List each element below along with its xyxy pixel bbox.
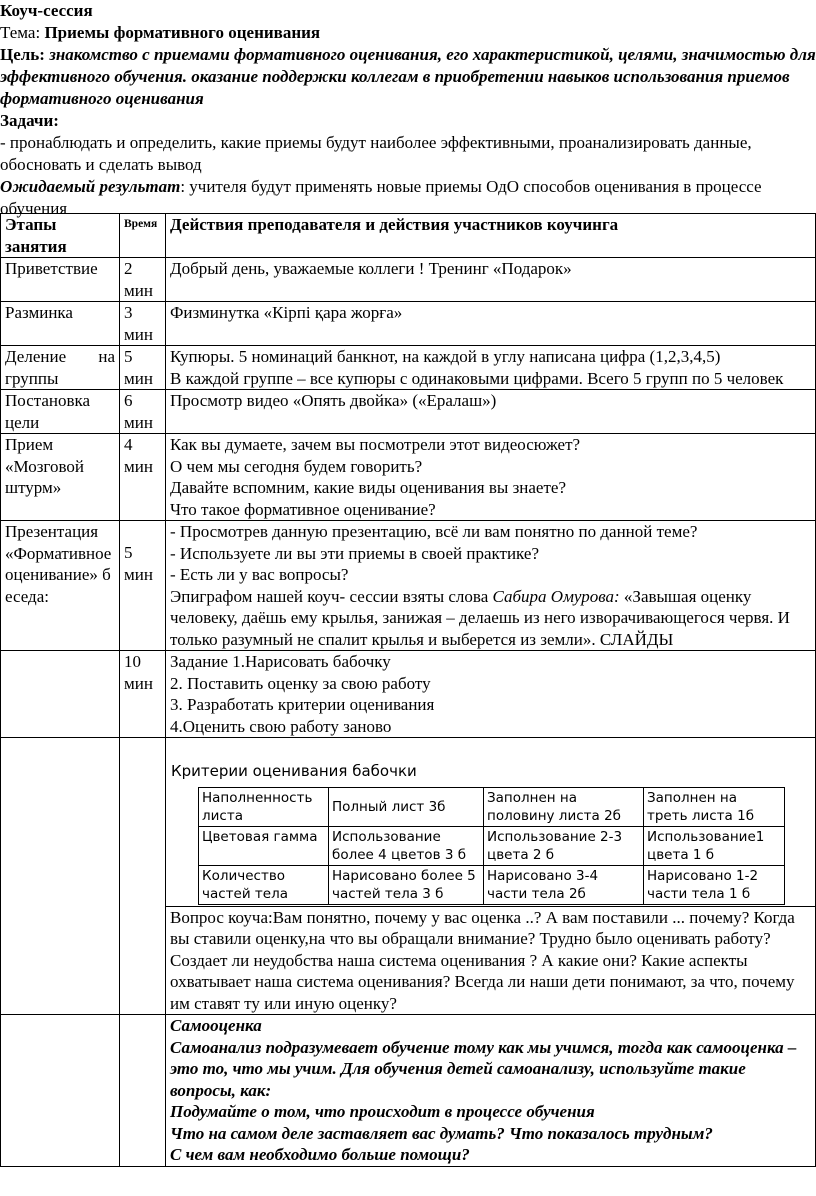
table-row [1,906,816,1015]
table-row [1,258,816,302]
row-actions: Как вы думаете, зачем вы посмотрели этот видеосюжет? О чем мы сегодня будем говорить? Давайте вспомним, какие виды оценивания вы знаете? Что такое формативное оценивание? [166,434,816,521]
row-time: 6 мин [120,390,166,434]
row-stage [1,651,120,738]
row-time: 2 мин [120,258,166,302]
coach-question: Вопрос коуча:Вам понятно, почему у вас оценка ..? А вам поставили ... почему? Когда вы ставили оценку,на что вы обращали внимание? Трудно было оценивать работу? Создает ли неудобства наша система оценивания ? А какие они? Какие аспекты охватывает наша система оценивания? Всегда ли наши дети понимают, за что, почему им ставят ту или иную оценку? [166,906,816,1015]
criteria-cell [166,738,816,907]
criteria-title: Критерии оценивания бабочки [171,762,417,780]
self-assessment: Самооценка Самоанализ подразумевает обучение тому как мы учимся, тогда как самооценка – это то, что мы учим. Для обучения детей самоанализу, используйте такие вопросы, как: Подумайте о том, что происходит в процессе обучения Что на самом деле заставляет вас думать? Что показалось трудным? С чем вам необходимо больше помощи? [166,1015,816,1167]
row-actions: - Просмотрев данную презентацию, всё ли вам понятно по данной теме? - Используете ли вы эти приемы в своей практике? - Есть ли у вас вопросы? Эпиграфом нашей коуч- сессии взяты слова Сабира Омурова: «Завышая оценку человеку, даёшь ему крылья, занижая – делаешь из него изворачивающегося червя. И только разумный не спалит крылья и выберется из земли». СЛАЙДЫ [166,521,816,651]
row-actions: Просмотр видео «Опять двойка» («Ералаш») [166,390,816,434]
doc-title: Коуч-сессия [0,1,93,20]
goal-value: знакомство с приемами формативного оценивания, его характеристикой, целями, значимостью для эффективного обучения. оказание поддержки коллегам в приобретении навыков использования приемов формативного оценивания [0,45,816,108]
row-actions: Задание 1.Нарисовать бабочку 2. Поставить оценку за свою работу 3. Разработать критерии оценивания 4.Оценить свою работу заново [166,651,816,738]
criteria-row [1,738,816,907]
lesson-table [0,213,816,1167]
row-actions: Добрый день, уважаемые коллеги ! Тренинг «Подарок» [166,258,816,302]
header-actions: Действия преподавателя и действия участников коучинга [166,214,816,258]
table-row [1,521,816,651]
row-stage: Постановка цели [1,390,120,434]
self-assessment-title: Самооценка [170,1016,262,1035]
result-line: Ожидаемый результат: учителя будут применять новые приемы ОдО способов оценивания в процессе обучения [0,177,762,218]
epigraph: Эпиграфом нашей коуч- сессии взяты слова Сабира Омурова: «Завышая оценку человеку, даёшь ему крылья, занижая – делаешь из него изворачивающегося червя. И только разумный не спалит крылья и выберется из земли». СЛАЙДЫ [170,586,790,649]
topic-line: Тема: Приемы формативного оценивания [0,23,321,42]
tasks-value: - пронаблюдать и определить, какие приемы будут наиболее эффективными, проанализировать данные, обосновать и сделать вывод [0,133,752,174]
table-header-row [1,214,816,258]
table-row [1,1015,816,1167]
row-stage: Прием «Мозговой штурм» [1,434,120,521]
row-time: 10 мин [120,651,166,738]
criteria-table-row: Количество частей тела Нарисовано более 5 частей тела 3 б Нарисовано 3-4 части тела 2б Нарисовано 1-2 части тела 1 б [199,865,785,904]
criteria-table-row: Цветовая гамма Использование более 4 цветов 3 б Использование 2-3 цвета 2 б Использование1 цвета 1 б [199,826,785,865]
goal-line: Цель: знакомство с приемами формативного оценивания, его характеристикой, целями, значимостью для эффективного обучения. оказание поддержки коллегам в приобретении навыков использования приемов формативного оценивания [0,45,816,108]
table-row [1,302,816,346]
row-time: 5 мин [120,346,166,390]
topic-value: Приемы формативного оценивания [44,23,321,42]
criteria-table-row: Наполненность листа Полный лист 3б Заполнен на половину листа 2б Заполнен на треть листа 1б [199,787,785,826]
table-row [1,434,816,521]
header-stage: Этапы занятия [1,214,120,258]
row-actions: Физминутка «Кірпі қара жорға» [166,302,816,346]
header-time: Время [120,214,166,258]
row-time: 3 мин [120,302,166,346]
row-stage: Приветствие [1,258,120,302]
row-stage: Деление на группы [1,346,120,390]
row-stage: Разминка [1,302,120,346]
row-stage: Презентация «Формативное оценивание» беседа: [1,521,120,651]
table-row [1,346,816,390]
row-time: 4 мин [120,434,166,521]
row-actions: Купюры. 5 номинаций банкнот, на каждой в углу написана цифра (1,2,3,4,5) В каждой группе – все купюры с одинаковыми цифрами. Всего 5 групп по 5 человек [166,346,816,390]
document-header [0,0,816,220]
table-row [1,651,816,738]
row-time: 5 мин [120,521,166,651]
tasks-label: Задачи: [0,111,59,130]
criteria-table [198,787,785,905]
table-row [1,390,816,434]
